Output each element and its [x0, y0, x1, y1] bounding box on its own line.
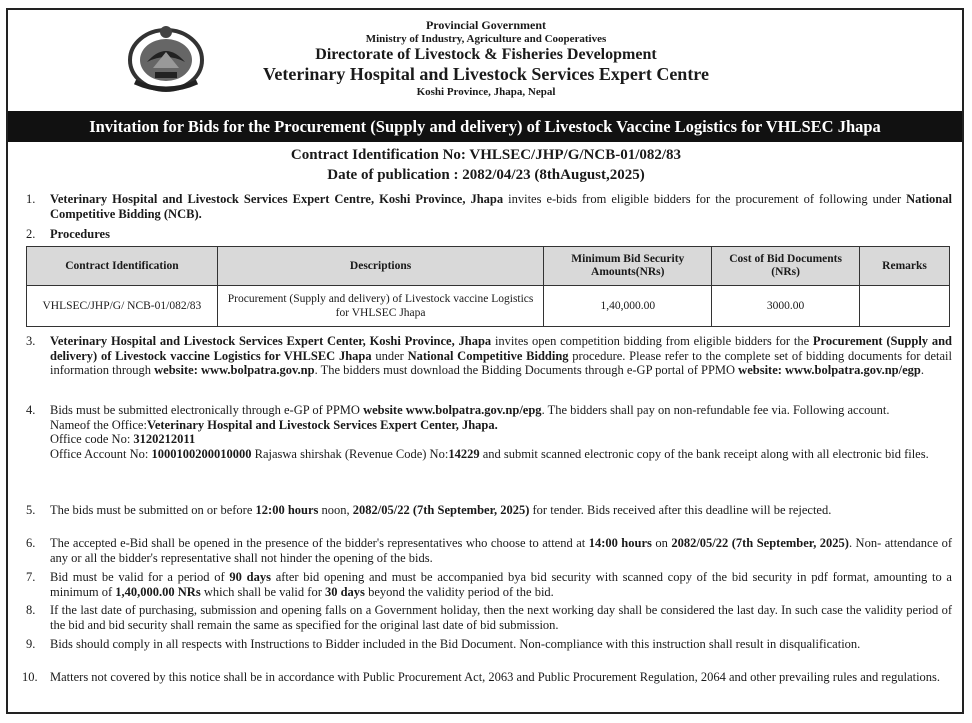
item-10-text: Matters not covered by this notice shall be in accordance with Public Procurement Act, 2063 and Public Procurement Regulation, 2064 and other prevailing rules and regulations.: [50, 670, 941, 684]
item-7-text: Bid must be valid for a period of 90 days after bid opening and must be accompanied bya bid security with scanned copy of the bid security in pdf format, amounting to a minimum of 1,40,000.00 NRs which shall be valid for 30 days beyond the validity period of the bid.: [50, 570, 952, 599]
item-4-text: Bids must be submitted electronically through e-GP of PPMO website www.bolpatra.gov.np/epg. The bidders shall pay on non-refundable fee via. Following account. Nameof the Office:Veterinary Hospital and Livestock Services Expert Center, Jhapa. Office code No: 3120212011 Office Account No: 1000100200010000 Rajaswa shirshak (Revenue Code) No:14229 and submit scanned electronic copy of the bank receipt along with all electronic bid files.: [50, 403, 929, 461]
item-number: 2.: [26, 227, 36, 241]
item-3-text: Veterinary Hospital and Livestock Services Expert Center, Koshi Province, Jhapa invites open competition bidding from eligible bidders for the Procurement (Supply and delivery) of Livestock vaccine Logistics for VHLSEC Jhapa under National Competitive Bidding procedure. Please refer to the complete set of bidding documents for detail information through website: www.bolpatra.gov.np. The bidders must download the Bidding Documents through e-GP portal of PPMO website: www.bolpatra.gov.np/egp.: [50, 334, 952, 377]
item-6-text: The accepted e-Bid shall be opened in the presence of the bidder's representatives who choose to attend at 14:00 hours on 2082/05/22 (7th September, 2025). Non- attendance of any or all the bidder's representative shall not hinder the opening of the bids.: [50, 536, 953, 565]
table-header-row: [27, 247, 950, 286]
bids-table: [26, 246, 950, 327]
header-directorate: Directorate of Livestock & Fisheries Development: [315, 46, 657, 63]
item-number: 4.: [26, 403, 36, 417]
header-address: Koshi Province, Jhapa, Nepal: [416, 86, 556, 98]
notice-title-banner: Invitation for Bids for the Procurement (Supply and delivery) of Livestock Vaccine Logistics for VHLSEC Jhapa: [8, 111, 962, 142]
col-cost-of-bid-documents: Cost of Bid Documents (NRs): [712, 247, 860, 286]
item-number: 7.: [26, 570, 36, 584]
item-number: 5.: [26, 503, 36, 517]
table-row: [27, 286, 950, 327]
header-ministry: Ministry of Industry, Agriculture and Cooperatives: [365, 33, 607, 45]
item-number: 8.: [26, 603, 36, 617]
item-number: 9.: [26, 637, 36, 651]
col-descriptions: Descriptions: [217, 247, 544, 286]
item-8-text: If the last date of purchasing, submission and opening falls on a Government holiday, then the next working day shall be considered the last day. In such case the validity period of the bid and bid security shall remain the same as specified for the original last date of bid submission.: [50, 603, 952, 632]
publication-date: Date of publication : 2082/04/23 (8thAugust,2025): [327, 167, 645, 183]
item-2-procedures: Procedures: [50, 227, 110, 241]
item-5-text: The bids must be submitted on or before 12:00 hours noon, 2082/05/22 (7th September, 2025) for tender. Bids received after this deadline will be rejected.: [50, 503, 832, 517]
item-number: 3.: [26, 334, 36, 348]
item-number: 1.: [26, 192, 36, 206]
cell-description: Procurement (Supply and delivery) of Livestock vaccine Logistics for VHLSEC Jhapa: [217, 286, 544, 327]
cell-contract-id: VHLSEC/JHP/G/ NCB-01/082/83: [27, 286, 218, 327]
item-number: 10.: [22, 670, 38, 684]
col-remarks: Remarks: [860, 247, 950, 286]
item-1-text: Veterinary Hospital and Livestock Services Expert Centre, Koshi Province, Jhapa invites e-bids from eligible bidders for the procurement of following under National Competitive Bidding (NCB).: [50, 192, 952, 221]
col-min-bid-security: Minimum Bid Security Amounts(NRs): [544, 247, 712, 286]
header-provincial-government: Provincial Government: [425, 18, 547, 32]
item-9-text: Bids should comply in all respects with Instructions to Bidder included in the Bid Document. Non-compliance with this instruction shall result in disqualification.: [50, 637, 861, 651]
item-number: 6.: [26, 536, 36, 550]
col-contract-identification: Contract Identification: [27, 247, 218, 286]
contract-identification: Contract Identification No: VHLSEC/JHP/G/NCB-01/082/83: [290, 147, 682, 163]
cell-bid-security: 1,40,000.00: [544, 286, 712, 327]
cell-remarks: [860, 286, 950, 327]
header-office-name: Veterinary Hospital and Livestock Services Expert Centre: [263, 64, 709, 84]
cell-document-cost: 3000.00: [712, 286, 860, 327]
